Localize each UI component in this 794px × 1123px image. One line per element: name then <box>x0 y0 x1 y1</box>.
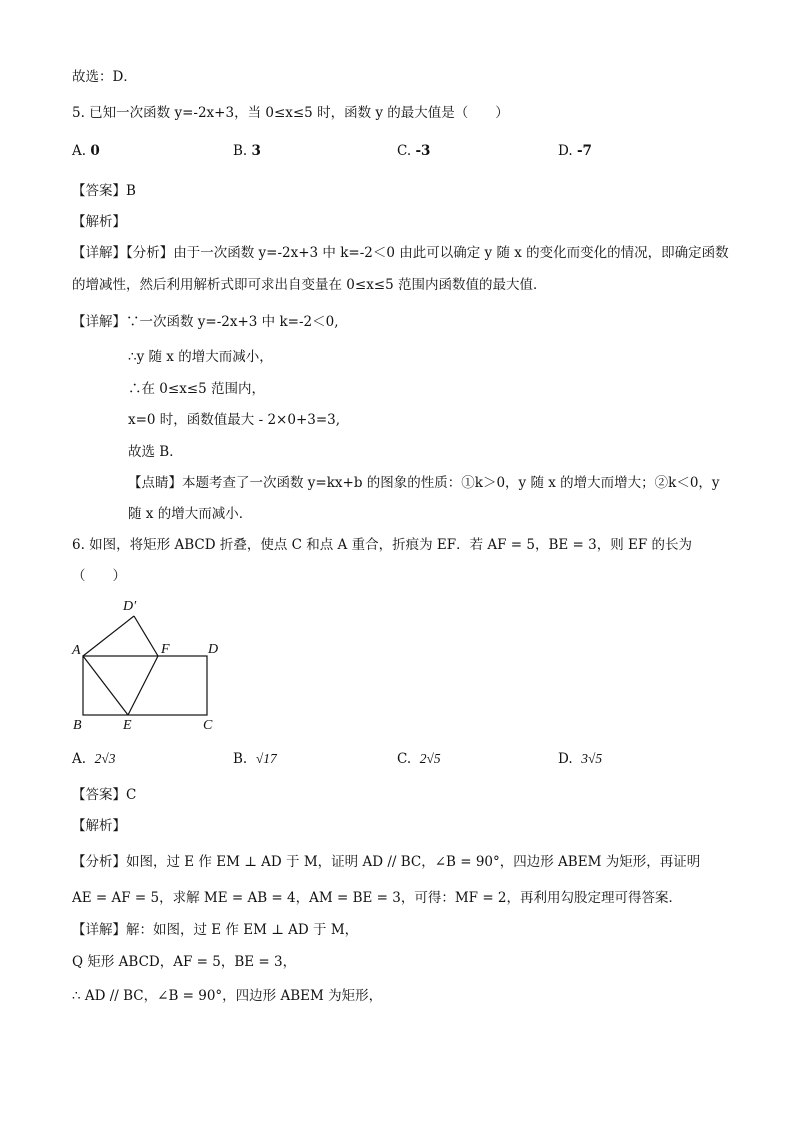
q6-answer-label: 【答案】C <box>72 787 137 803</box>
q6-detail-line-2: Q 矩形 ABCD，AF = 5，BE = 3， <box>72 954 297 970</box>
q5-step-4: x=0 时，函数值最大 - 2×0+3=3, <box>128 412 341 428</box>
rectangle-abcd <box>83 656 207 715</box>
q6-option-b: B. √17 <box>233 751 277 767</box>
question-5-stem: 5. 已知一次函数 y=-2x+3，当 0≤x≤5 时，函数 y 的最大值是（ ） <box>72 105 509 121</box>
q6-fenxi-line-2: AE = AF = 5，求解 ME = AB = 4，AM = BE = 3，可得：MF = 2，再利用勾股定理可得答案． <box>72 890 683 906</box>
label-e: E <box>123 718 132 733</box>
q5-option-d: D. -7 <box>558 143 592 159</box>
q5-detail-line-1: 【详解】【分析】由于一次函数 y=-2x+3 中 k=-2＜0 由此可以确定 y 随 x 的变化而变化的情况，即确定函数 <box>72 245 729 261</box>
q6-analysis-label: 【解析】 <box>72 818 126 834</box>
q5-option-c: C. -3 <box>397 143 431 159</box>
q6-detail-line-3: ∴ AD // BC，∠B = 90°，四边形 ABEM 为矩形， <box>72 988 383 1004</box>
label-d: D <box>208 642 219 657</box>
q5-step-5: 故选 B． <box>128 444 183 460</box>
q6-option-c: C. 2√5 <box>397 751 441 767</box>
q5-option-a: A. 0 <box>72 143 100 159</box>
q5-analysis-label: 【解析】 <box>72 214 126 230</box>
q6-detail-line-1: 【详解】解：如图，过 E 作 EM ⊥ AD 于 M， <box>72 922 359 938</box>
q5-option-b: B. 3 <box>233 143 261 159</box>
q5-answer-label: 【答案】B <box>72 183 136 199</box>
label-b: B <box>73 718 82 733</box>
q6-option-d: D. 3√5 <box>558 751 603 767</box>
q5-detail-line-2: 的增减性，然后利用解析式即可求出自变量在 0≤x≤5 范围内函数值的最大值． <box>72 277 547 293</box>
question-6-paren: （ ） <box>72 568 126 584</box>
rectangle-fold-figure <box>60 590 240 740</box>
q5-note-line-2: 随 x 的增大而减小． <box>128 506 253 522</box>
segment-ef <box>128 656 158 715</box>
q5-note-line-1: 【点睛】本题考查了一次函数 y=kx+b 的图象的性质：①k＞0，y 随 x 的增大而增大；②k＜0，y <box>128 475 720 491</box>
segment-d-prime-f <box>134 616 158 656</box>
segment-ad-prime <box>83 616 134 656</box>
label-d-prime: D′ <box>123 599 137 614</box>
q5-step-3: ∴在 0≤x≤5 范围内， <box>128 381 265 397</box>
question-6-stem: 6. 如图，将矩形 ABCD 折叠，使点 C 和点 A 重合，折痕为 EF．若 AF = 5，BE = 3，则 EF 的长为 <box>72 537 693 553</box>
previous-answer: 故选：D． <box>72 69 137 85</box>
q6-option-a: A. 2√3 <box>72 751 116 767</box>
q5-step-1: 【详解】∵一次函数 y=-2x+3 中 k=-2＜0, <box>72 314 339 330</box>
label-a: A <box>72 643 81 658</box>
q6-fenxi-line-1: 【分析】如图，过 E 作 EM ⊥ AD 于 M，证明 AD // BC，∠B = 90°，四边形 ABEM 为矩形，再证明 <box>72 854 701 870</box>
label-f: F <box>161 642 170 657</box>
segment-ae <box>83 656 128 715</box>
label-c: C <box>203 718 213 733</box>
q5-step-2: ∴y 随 x 的增大而减小， <box>128 349 273 365</box>
